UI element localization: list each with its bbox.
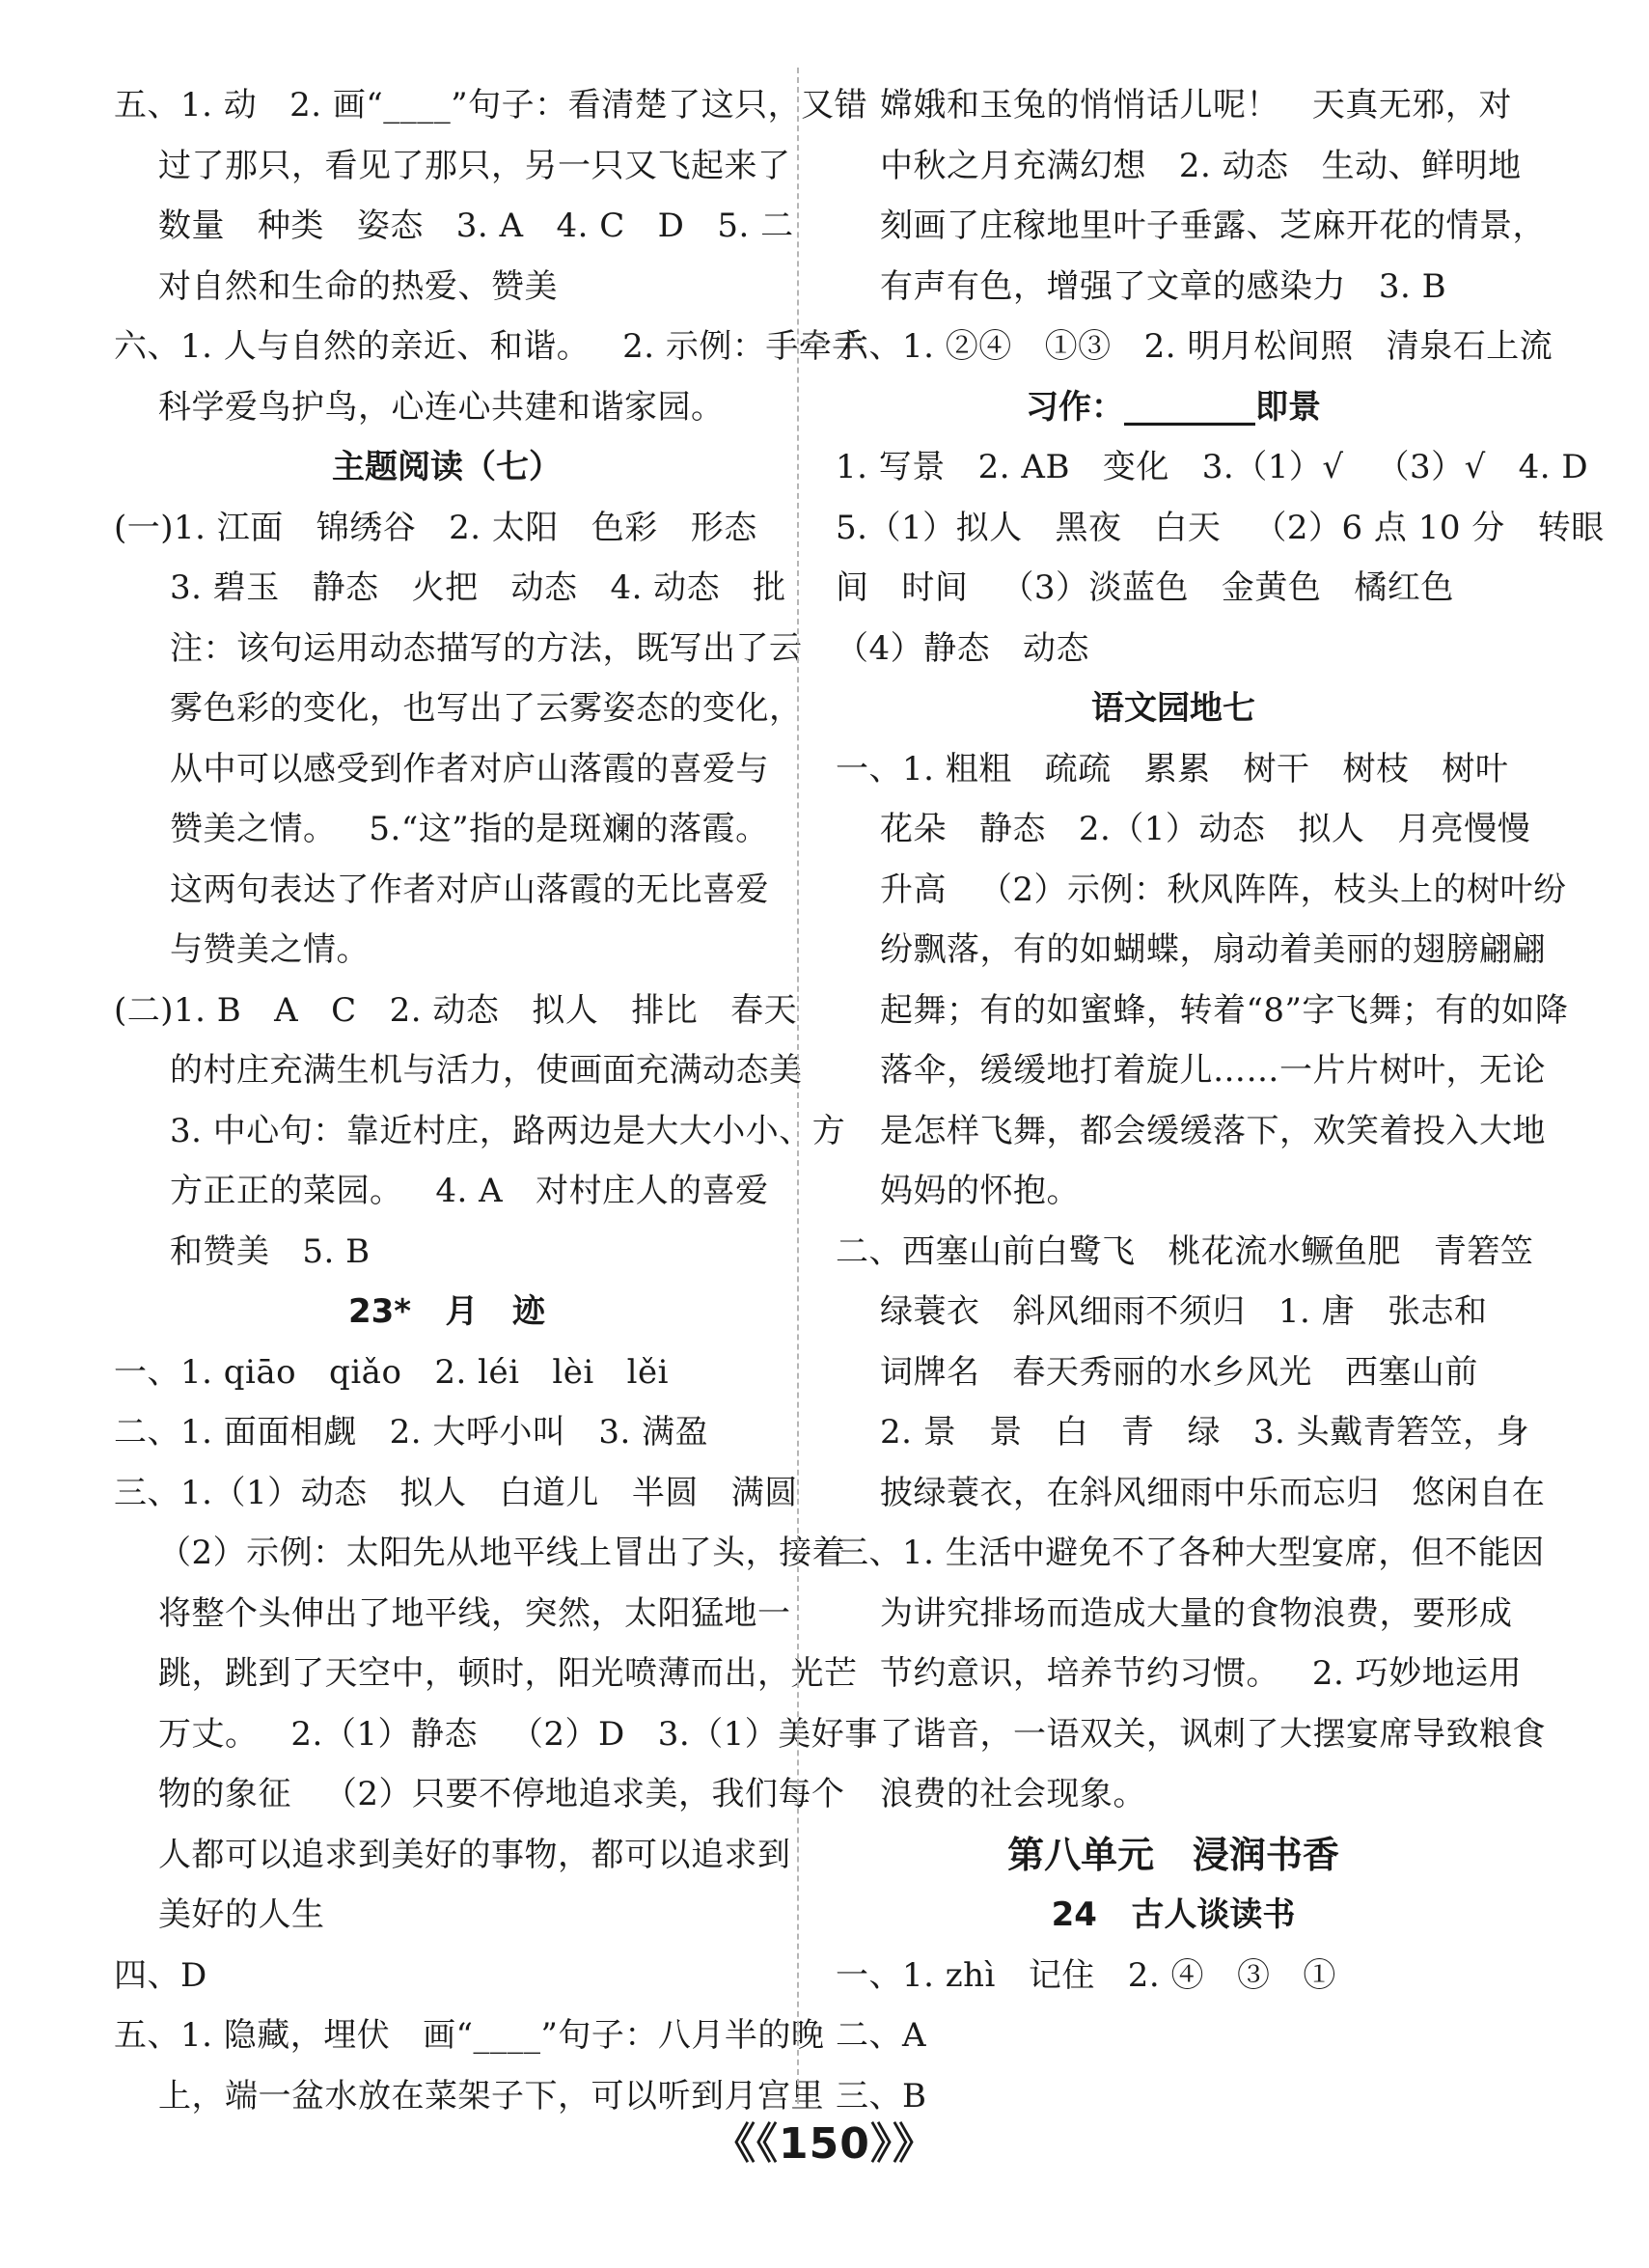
answer-line: （2）示例：太阳先从地平线上冒出了头，接着	[158, 1534, 846, 1572]
answer-line: 花朵 静态 2.（1）动态 拟人 月亮慢慢	[880, 810, 1531, 848]
page-number: 《《150》》	[713, 2119, 936, 2169]
answer-line: 六、1. 人与自然的亲近、和谐。 2. 示例：手牵手	[114, 327, 866, 366]
answer-line: 注：该句运用动态描写的方法，既写出了云	[170, 628, 803, 668]
column-divider	[797, 68, 799, 2104]
answer-line: 一、1. 粗粗 疏疏 累累 树干 树枝 树叶	[836, 749, 1509, 788]
answer-line: (二)1. B A C 2. 动态 拟人 排比 春天	[114, 990, 798, 1030]
section-title: 第八单元 浸润书香	[1007, 1833, 1339, 1876]
answer-line: 披绿蓑衣，在斜风细雨中乐而忘归 悠闲自在	[880, 1473, 1546, 1512]
answer-line: (一)1. 江面 锦绣谷 2. 太阳 色彩 形态	[114, 508, 757, 547]
answer-line: 起舞；有的如蜜蜂，转着“8”字飞舞；有的如降	[880, 990, 1569, 1030]
answer-line: 间 时间 （3）淡蓝色 金黄色 橘红色	[836, 568, 1454, 607]
answer-line: 3. 碧玉 静态 火把 动态 4. 动态 批	[170, 568, 786, 607]
answer-line: 数量 种类 姿态 3. A 4. C D 5. 二	[158, 207, 794, 245]
answer-line: 与赞美之情。	[170, 930, 370, 969]
answer-line: 三、B	[836, 2076, 927, 2116]
answer-line: 四、D	[114, 1955, 207, 1995]
answer-line: 五、1. 隐藏，埋伏 画“____”句子：八月半的晚	[114, 2016, 825, 2055]
answer-line: 二、西塞山前白鹭飞 桃花流水鳜鱼肥 青箬笠	[836, 1231, 1534, 1271]
answer-line: 3. 中心句：靠近村庄，路两边是大大小小、方	[170, 1111, 846, 1150]
answer-line: 从中可以感受到作者对庐山落霞的喜爱与	[170, 749, 769, 788]
answer-line: 中秋之月充满幻想 2. 动态 生动、鲜明地	[880, 146, 1522, 185]
section-title: 24 古人谈读书	[1051, 1895, 1296, 1934]
answer-line: 和赞美 5. B	[170, 1231, 371, 1271]
section-title: 习作：________即景	[1026, 387, 1321, 427]
section-title: 主题阅读（七）	[332, 448, 562, 486]
answer-line: 了谐音，一语双关，讽刺了大摆宴席导致粮食	[880, 1714, 1546, 1754]
answer-line: 节约意识，培养节约习惯。 2. 巧妙地运用	[880, 1654, 1523, 1693]
answer-line: 这两句表达了作者对庐山落霞的无比喜爱	[170, 870, 769, 909]
answer-line: 上，端一盆水放在菜架子下，可以听到月宫里	[158, 2076, 824, 2116]
answer-line: 跳，跳到了天空中，顿时，阳光喷薄而出，光芒	[158, 1654, 858, 1693]
answer-line: 科学爱鸟护鸟，心连心共建和谐家园。	[158, 387, 725, 427]
answer-line: 赞美之情。 5.“这”指的是斑斓的落霞。	[170, 810, 769, 848]
answer-line: 人都可以追求到美好的事物，都可以追求到	[158, 1835, 791, 1874]
answer-line: 绿蓑衣 斜风细雨不须归 1. 唐 张志和	[880, 1292, 1488, 1331]
answer-line: 物的象征 （2）只要不停地追求美，我们每个	[158, 1775, 845, 1813]
answer-line: 五、1. 动 2. 画“____”句子：看清楚了这只，又错	[114, 86, 868, 124]
answer-line: 落伞，缓缓地打着旋儿……一片片树叶，无论	[880, 1051, 1546, 1090]
answer-line: （4）静态 动态	[836, 628, 1090, 668]
answer-line: 有声有色，增强了文章的感染力 3. B	[880, 266, 1447, 306]
answer-line: 一、1. qiāo qiǎo 2. léi lèi lěi	[114, 1352, 670, 1392]
section-title: 语文园地七	[1091, 689, 1255, 728]
answer-line: 将整个头伸出了地平线，突然，太阳猛地一	[158, 1593, 791, 1633]
answer-line: 雾色彩的变化，也写出了云雾姿态的变化，	[170, 689, 803, 728]
answer-line: 二、1. 面面相觑 2. 大呼小叫 3. 满盈	[114, 1413, 709, 1452]
answer-line: 为讲究排场而造成大量的食物浪费，要形成	[880, 1593, 1513, 1633]
answer-line: 美好的人生	[158, 1895, 325, 1934]
answer-line: 方正正的菜园。 4. A 对村庄人的喜爱	[170, 1172, 769, 1210]
left-column	[114, 75, 878, 2126]
section-title: 23* 月 迹	[347, 1292, 546, 1331]
answer-line: 一、1. zhì 记住 2. ④ ③ ①	[836, 1955, 1336, 1995]
answer-line: 六、1. ②④ ①③ 2. 明月松间照 清泉石上流	[836, 327, 1553, 366]
right-column	[836, 75, 1605, 2126]
answer-line: 刻画了庄稼地里叶子垂露、芝麻开花的情景，	[880, 207, 1546, 245]
answer-line: 升高 （2）示例：秋风阵阵，枝头上的树叶纷	[880, 870, 1567, 909]
answer-line: 是怎样飞舞，都会缓缓落下，欢笑着投入大地	[880, 1111, 1546, 1150]
answer-line: 2. 景 景 白 青 绿 3. 头戴青箬笠，身	[880, 1413, 1530, 1452]
answer-line: 三、1.（1）动态 拟人 白道儿 半圆 满圆	[114, 1473, 798, 1512]
answer-line: 1. 写景 2. AB 变化 3.（1）√ （3）√ 4. D	[836, 448, 1589, 486]
answer-line: 的村庄充满生机与活力，使画面充满动态美	[170, 1051, 803, 1090]
answer-line: 妈妈的怀抱。	[880, 1172, 1080, 1210]
answer-line: 万丈。 2.（1）静态 （2）D 3.（1）美好事	[158, 1714, 878, 1754]
answer-line: 过了那只，看见了那只，另一只又飞起来了	[158, 146, 791, 185]
answer-line: 词牌名 春天秀丽的水乡风光 西塞山前	[880, 1352, 1478, 1392]
answer-line: 5.（1）拟人 黑夜 白天 （2）6 点 10 分 转眼	[836, 508, 1605, 547]
answer-line: 二、A	[836, 2016, 927, 2055]
answer-line: 纷飘落，有的如蝴蝶，扇动着美丽的翅膀翩翩	[880, 930, 1546, 969]
answer-line: 对自然和生命的热爱、赞美	[158, 266, 558, 306]
answer-line: 嫦娥和玉兔的悄悄话儿呢！ 天真无邪，对	[880, 86, 1512, 124]
answer-line: 三、1. 生活中避免不了各种大型宴席，但不能因	[836, 1534, 1545, 1572]
answer-line: 浪费的社会现象。	[880, 1775, 1146, 1813]
